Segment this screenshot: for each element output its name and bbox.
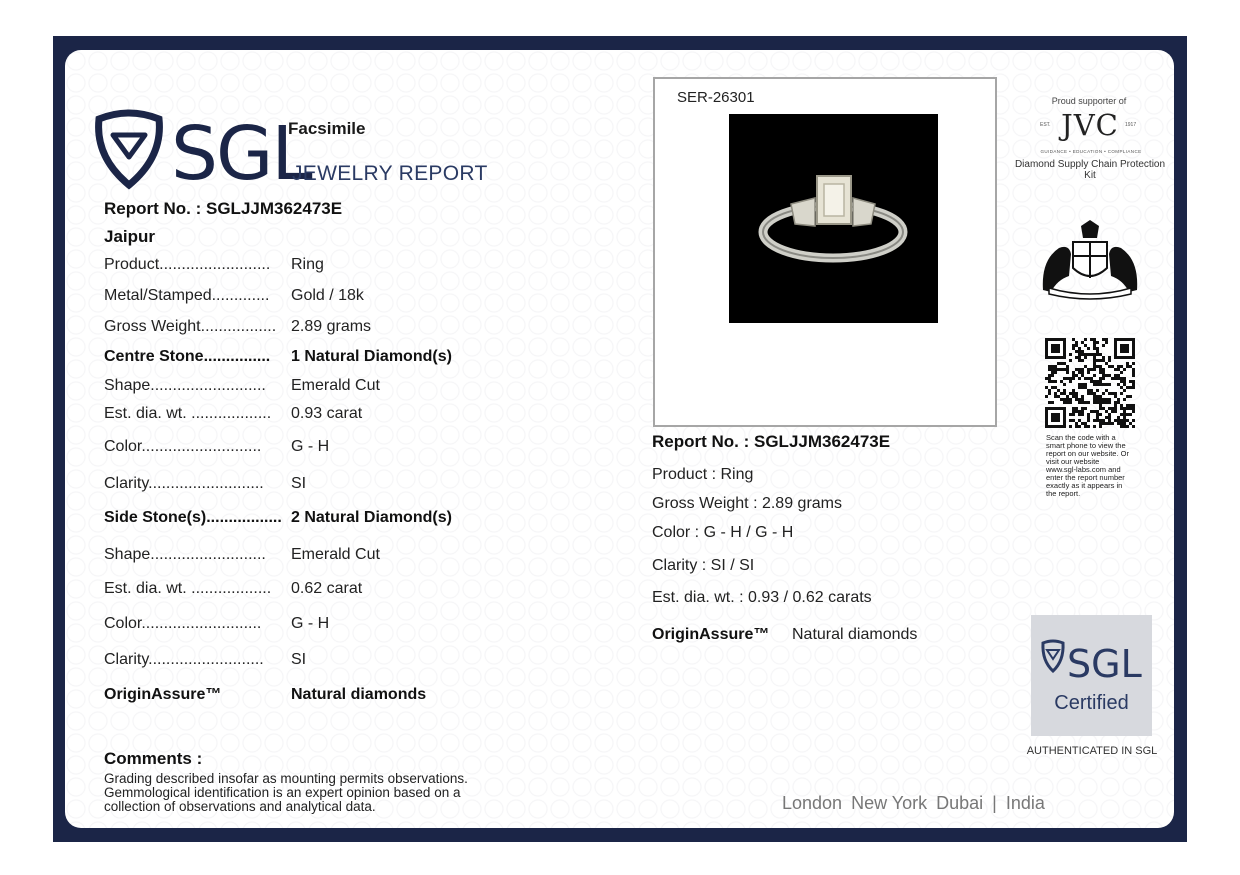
sgl-logo (95, 105, 311, 197)
detail-label: Shape.......................... (104, 546, 266, 563)
detail-row (104, 256, 324, 274)
detail-label: OriginAssure™ (104, 686, 222, 703)
detail-label: Color........................... (104, 615, 262, 632)
detail-value: SI (291, 651, 307, 668)
detail-value: 1 Natural Diamond(s) (291, 348, 452, 365)
detail-row (104, 509, 452, 527)
detail-label: Metal/Stamped............. (104, 287, 270, 304)
detail-row (104, 405, 363, 423)
jvc-year: 1917 (1125, 122, 1137, 128)
city-name: New York (851, 793, 928, 813)
detail-label: Est. dia. wt. .................. (104, 580, 272, 597)
cert-brand: SGL (1067, 642, 1142, 686)
detail-value: G - H (291, 615, 330, 632)
detail-label: Gross Weight................. (104, 318, 277, 335)
detail-label: Side Stone(s)................. (104, 509, 282, 526)
detail-row (104, 615, 330, 633)
city-name: London (782, 793, 843, 813)
detail-row (104, 377, 380, 395)
proud-supporter-text: Proud supporter of (1051, 96, 1127, 106)
city: Jaipur (104, 227, 156, 246)
qr-code-icon (1045, 338, 1135, 428)
detail-row (104, 438, 330, 456)
summary-origin-label: OriginAssure™ (652, 626, 770, 643)
city-name: | (992, 793, 997, 813)
detail-label: Product......................... (104, 256, 271, 273)
sgl-certified-badge (1031, 615, 1152, 736)
detail-value: Ring (291, 256, 324, 273)
coat-of-arms-icon (1035, 220, 1145, 300)
detail-value: G - H (291, 438, 330, 455)
authenticated-text: AUTHENTICATED IN SGL (1026, 745, 1158, 757)
sgl-certified-logo (1031, 615, 1152, 695)
detail-value: Emerald Cut (291, 377, 380, 394)
detail-row (104, 651, 307, 669)
office-locations (782, 793, 1054, 814)
summary-line: Gross Weight : 2.89 grams (652, 495, 842, 512)
detail-label: Color........................... (104, 438, 262, 455)
detail-row (104, 348, 452, 366)
summary-line: Clarity : SI / SI (652, 557, 755, 574)
detail-label: Clarity.......................... (104, 651, 264, 668)
detail-row (104, 686, 427, 704)
detail-row (104, 318, 372, 336)
qr-instructions: Scan the code with a smart phone to view the report on our website. Or visit our website www.sgl-labs.com and enter the report number exactly as it appears in the report. (1046, 433, 1129, 498)
detail-row (104, 580, 363, 598)
city-name: Dubai (936, 793, 984, 813)
svg-text:SGL: SGL (171, 111, 311, 197)
ring-image (729, 114, 938, 323)
detail-value: 0.93 carat (291, 405, 363, 422)
city-name: India (1005, 793, 1045, 813)
report-number: Report No. : SGLJJM362473E (104, 199, 343, 218)
certified-label: Certified (1054, 692, 1129, 714)
jvc-logo: JVC (1061, 108, 1119, 142)
detail-value: Gold / 18k (291, 287, 364, 304)
detail-value: SI (291, 475, 307, 492)
dscpk-text: Diamond Supply Chain Protection Kit (1014, 159, 1166, 181)
detail-label: Centre Stone............... (104, 348, 271, 365)
summary-line: Color : G - H / G - H (652, 524, 794, 541)
detail-label: Clarity.......................... (104, 475, 264, 492)
detail-value: Natural diamonds (291, 686, 427, 703)
detail-row (104, 546, 380, 564)
comments-heading: Comments : (104, 749, 203, 768)
detail-row (104, 287, 364, 305)
detail-value: 2 Natural Diamond(s) (291, 509, 452, 526)
summary-line: Product : Ring (652, 466, 754, 483)
detail-label: Shape.......................... (104, 377, 266, 394)
detail-value: Emerald Cut (291, 546, 380, 563)
comments-text: Grading described insofar as mounting permits observations. Gemmological identification is an expert opinion based on a collection of observations and analytical data. (104, 771, 468, 814)
detail-value: 2.89 grams (291, 318, 372, 335)
ring-photo (729, 114, 938, 323)
summary-origin-value: Natural diamonds (792, 626, 918, 643)
report-type: JEWELRY REPORT (292, 162, 488, 185)
facsimile-label: Facsimile (288, 119, 366, 138)
summary-report-number: Report No. : SGLJJM362473E (652, 432, 891, 451)
detail-label: Est. dia. wt. .................. (104, 405, 272, 422)
summary-line: Est. dia. wt. : 0.93 / 0.62 carats (652, 589, 872, 606)
jvc-subtitle: GUIDANCE • EDUCATION • COMPLIANCE (1040, 149, 1142, 154)
jvc-est: EST. (1040, 122, 1051, 128)
serial-number: SER-26301 (677, 89, 755, 106)
detail-row (104, 475, 307, 493)
detail-value: 0.62 carat (291, 580, 363, 597)
